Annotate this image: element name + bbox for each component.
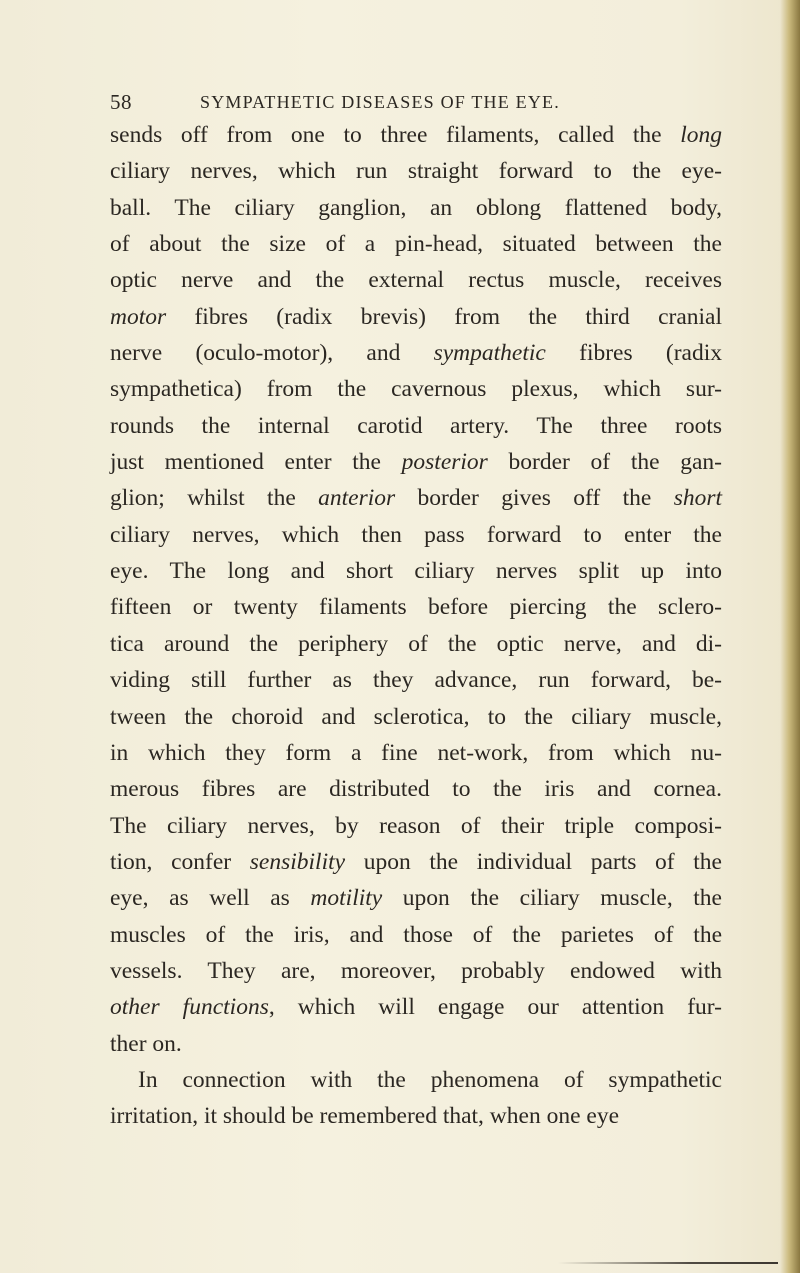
text-line [110,226,722,262]
text-run: in which they form a fine net-work, from which nu- [110,739,722,766]
text-line [110,480,722,516]
text-line [110,371,722,407]
text-line [110,880,722,916]
text-run: fifteen or twenty filaments before piercing the sclero- [110,594,722,621]
italic-text: anterior [318,485,396,512]
page-number: 58 [110,90,132,114]
text-line [110,444,722,480]
running-head: SYMPATHETIC DISEASES OF THE EYE. [200,92,560,112]
text-run: just mentioned enter the [110,449,402,476]
italic-text: posterior [401,449,488,476]
text-run: nerve (oculo-motor), and [110,340,434,367]
text-line [110,735,722,771]
page-edge [780,0,800,1273]
text-line [110,190,722,226]
text-run: eye. The long and short ciliary nerves split up into [110,558,722,585]
text-run: eye, as well as [110,885,311,912]
italic-text: sensibility [249,848,346,875]
text-run: border of the gan- [487,449,723,476]
text-run: sends off from one to three filaments, called the [110,122,681,148]
italic-text: other functions [110,994,269,1021]
text-line [110,299,722,335]
text-run: ciliary nerves, which run straight forward to the eye- [110,158,722,185]
text-line [110,262,722,298]
text-line [110,989,722,1025]
text-run: viding still further as they advance, run forward, be- [110,667,722,694]
text-line [110,589,722,625]
text-line [110,153,722,189]
text-run: ciliary nerves, which then pass forward to enter the [110,521,722,548]
text-run: fibres (radix [545,340,723,367]
text-run: tion, confer [110,848,250,875]
text-run: tween the choroid and sclerotica, to the ciliary muscle, [110,703,722,730]
italic-text: motor [110,303,167,330]
text-line [110,408,722,444]
italic-text: long [680,122,722,148]
text-line [110,1098,722,1134]
text-run: of about the size of a pin-head, situated between the [110,231,722,258]
text-run: rounds the internal carotid artery. The three roots [110,412,722,439]
text-line [110,117,722,153]
text-line [110,953,722,989]
text-run: glion; whilst the [110,485,319,512]
text-line [110,771,722,807]
text-run: , which will engage our attention fur- [268,994,722,1021]
text-run: tica around the periphery of the optic nerve, and di- [110,630,722,657]
text-line [110,335,722,371]
text-run: fibres (radix brevis) from the third cranial [166,303,722,330]
text-line [110,662,722,698]
text-run: muscles of the iris, and those of the parietes of the [110,921,722,948]
text-line [110,517,722,553]
body-text [110,117,722,1135]
text-line [110,1062,722,1098]
page-header [110,90,710,120]
page-edge-shadow [558,1262,778,1264]
text-run: ther on. [110,1030,182,1057]
text-run: ball. The ciliary ganglion, an oblong flattened body, [110,194,722,221]
text-run: The ciliary nerves, by reason of their triple composi- [110,812,722,839]
text-run: upon the ciliary muscle, the [382,885,722,912]
text-run: border gives off the [395,485,674,512]
text-line [110,553,722,589]
text-run: sympathetica) from the cavernous plexus, which sur- [110,376,722,403]
text-line [110,844,722,880]
text-line [110,1026,722,1062]
text-line [110,699,722,735]
italic-text: motility [310,885,383,912]
text-line [110,808,722,844]
text-run: merous fibres are distributed to the iris and cornea. [110,776,722,803]
text-run: upon the individual parts of the [345,848,722,875]
text-run: optic nerve and the external rectus muscle, receives [110,267,722,294]
italic-text: short [673,485,723,512]
italic-text: sympathetic [433,340,546,367]
text-line [110,917,722,953]
text-line [110,626,722,662]
text-run: In connection with the phenomena of sympathetic [138,1066,722,1093]
text-run: irritation, it should be remembered that, when one eye [110,1103,620,1130]
text-run: vessels. They are, moreover, probably endowed with [110,957,722,984]
